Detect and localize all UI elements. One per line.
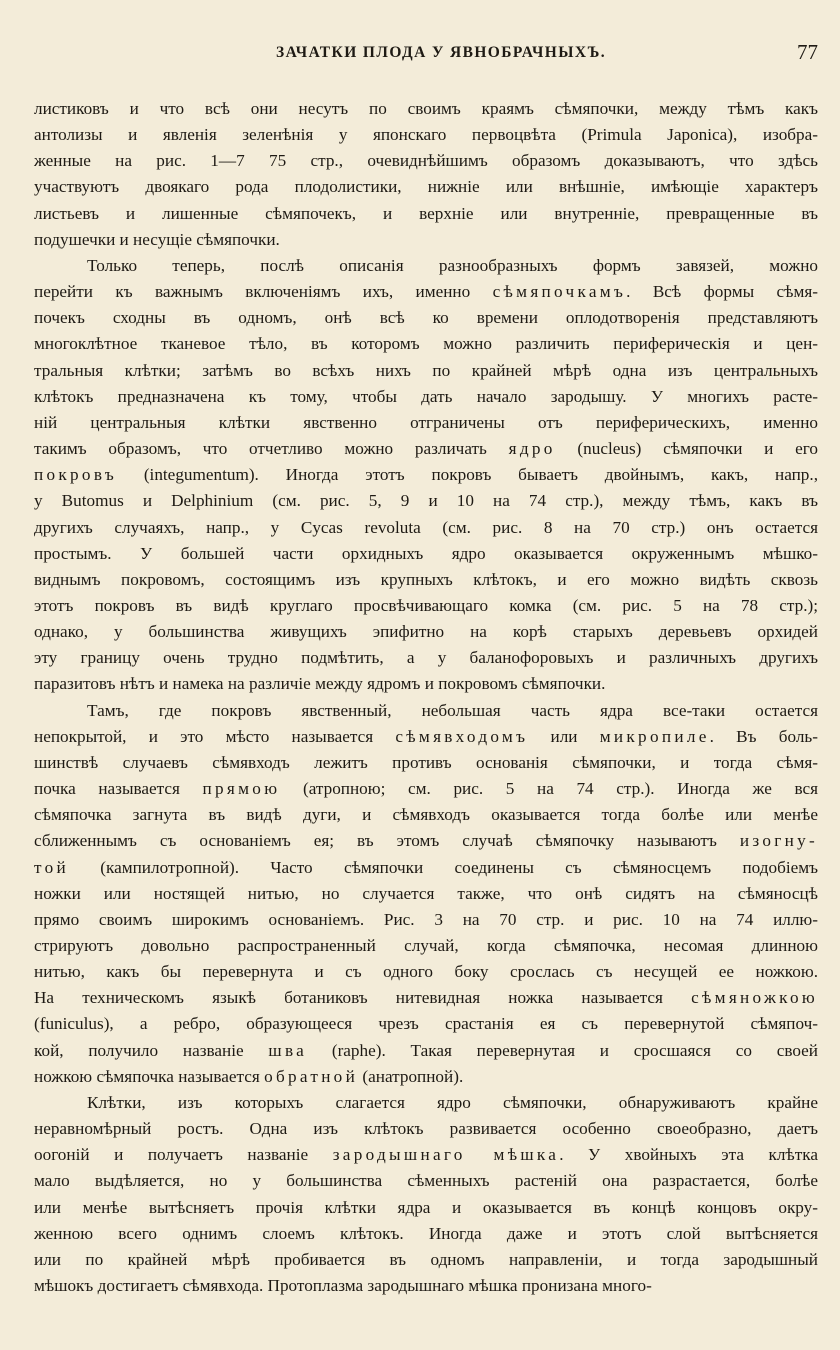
spaced-term: сѣмяножкою <box>691 988 818 1008</box>
text-segment: Тамъ, где покровъ явственный, небольшая часть ядра все-таки остается <box>87 700 818 720</box>
text-line <box>34 881 818 907</box>
text-segment: ножки или ностящей нитью, но случается также, что онѣ сидятъ на сѣмяносцѣ <box>34 883 818 903</box>
text-segment: однако, у большинства живущихъ эпифитно на корѣ старыхъ деревьевъ орхидей <box>34 622 818 642</box>
text-line <box>34 305 818 331</box>
text-segment: перейти къ важнымъ включеніямъ ихъ, именно <box>34 282 493 302</box>
text-segment: у Butomus и Delphinium (см. рис. 5, 9 и 10 на 74 стр.), между тѣмъ, какъ въ <box>34 491 818 511</box>
text-line <box>34 750 818 776</box>
text-segment: . Всѣ формы сѣмя- <box>626 282 818 302</box>
text-line <box>34 462 818 488</box>
text-segment: почекъ сходны въ одномъ, онѣ всѣ ко времени оплодотворенія представляютъ <box>34 308 818 328</box>
text-line <box>34 253 818 279</box>
text-segment: стрируютъ довольно распространенный случай, когда сѣмяпочка, несомая длинною <box>34 936 818 955</box>
text-line <box>34 776 818 802</box>
page-number: 77 <box>797 40 818 64</box>
text-segment: сближеннымъ съ основаніемъ ея; въ этомъ случаѣ сѣмяпочку называютъ <box>34 831 740 851</box>
text-line <box>34 515 818 541</box>
text-line <box>34 201 818 227</box>
text-line <box>34 436 818 462</box>
spaced-term: микропиле <box>599 726 710 746</box>
text-segment: (integumentum). Иногда этотъ покровъ бываетъ двойнымъ, какъ, напр., <box>117 465 818 485</box>
text-segment: прямо своимъ широкимъ основаніемъ. Рис. 3 на 70 стр. и рис. 10 на 74 иллю- <box>34 909 818 929</box>
text-line <box>34 698 818 724</box>
text-segment: женною всего однимъ слоемъ клѣтокъ. Иногда даже и этотъ слой вытѣсняется <box>34 1223 818 1243</box>
text-segment: (кампилотропной). Часто сѣмяпочки соединены съ сѣмяносцемъ подобіемъ <box>68 857 818 877</box>
text-line <box>34 1168 818 1194</box>
text-line <box>34 1064 818 1090</box>
text-segment: неравномѣрный ростъ. Одна изъ клѣтокъ развивается особенно своеобразно, даетъ <box>34 1119 818 1139</box>
text-segment: (анатропной). <box>358 1066 464 1086</box>
text-segment: листьевъ и лишенные сѣмяпочекъ, и верхніе или внутренніе, превращенные въ <box>34 203 818 223</box>
text-segment: почка называется <box>34 779 203 799</box>
text-line <box>34 384 818 410</box>
text-line <box>34 358 818 384</box>
text-segment: непокрытой, и это мѣсто называется <box>34 726 396 746</box>
text-segment: сѣмяпочка загнута въ видѣ дуги, и сѣмявходъ оказывается тогда болѣе или менѣе <box>34 805 818 825</box>
text-segment: этотъ покровъ въ видѣ круглаго просвѣчивающаго комка (см. рис. 5 на 78 стр.); <box>34 595 818 615</box>
text-segment: простымъ. У большей части орхидныхъ ядро оказывается окруженнымъ мѣшко- <box>34 543 818 563</box>
text-line <box>34 985 818 1011</box>
text-segment: Только теперь, послѣ описанія разнообразныхъ формъ завязей, можно <box>87 255 818 275</box>
spaced-term: изогну- <box>739 831 818 851</box>
text-segment: мало выдѣляется, но у большинства сѣменныхъ растеній она разрастается, болѣе <box>34 1171 818 1191</box>
text-line <box>34 331 818 357</box>
text-line <box>34 619 818 645</box>
text-line <box>34 1011 818 1037</box>
text-line <box>34 1247 818 1273</box>
running-title: ЗАЧАТКИ ПЛОДА У ЯВНОБРАЧНЫХЪ. <box>275 44 606 61</box>
spaced-term: ядро <box>508 439 556 459</box>
text-segment: подушечки и несущіе сѣмяпочки. <box>34 229 280 249</box>
text-line <box>34 541 818 567</box>
text-segment: женные на рис. 1—7 75 стр., очевиднѣйшимъ образомъ доказываютъ, что здѣсь <box>34 151 818 171</box>
text-segment: другихъ случаяхъ, напр., у Cycas revoluta (см. рис. 8 на 70 стр.) онъ остается <box>34 517 818 537</box>
text-line <box>34 122 818 148</box>
text-segment: На техническомъ языкѣ ботаниковъ нитевидная ножка называется <box>34 988 692 1008</box>
text-line <box>34 828 818 854</box>
text-segment: эту границу очень трудно подмѣтить, а у баланофоровыхъ и различныхъ другихъ <box>34 648 818 668</box>
text-segment: мѣшокъ достигаетъ сѣмявхода. Протоплазма зародышнаго мѣшка пронизана много- <box>34 1276 652 1296</box>
spaced-term: покровъ <box>34 465 118 485</box>
page-header <box>34 40 818 68</box>
text-segment: нитью, какъ бы перевернута и съ одного боку срослась съ несущей ее ножкою. <box>34 962 818 982</box>
text-segment: ножкою сѣмяпочка называется <box>34 1066 265 1086</box>
text-segment: шинствѣ случаевъ сѣмявходъ лежитъ противъ основанія сѣмяпочки, и тогда сѣмя- <box>34 752 818 772</box>
text-line <box>34 1116 818 1142</box>
text-segment: кой, получило названіе <box>34 1040 269 1060</box>
text-segment: или <box>528 726 600 746</box>
text-line <box>34 593 818 619</box>
text-line <box>34 410 818 436</box>
text-segment: такимъ образомъ, что отчетливо можно различать <box>34 439 509 459</box>
text-line <box>34 488 818 514</box>
text-segment: Клѣтки, изъ которыхъ слагается ядро сѣмяпочки, обнаруживаютъ крайне <box>87 1092 818 1112</box>
spaced-term: сѣмяпочкамъ <box>492 282 627 302</box>
text-segment: листиковъ и что всѣ они несутъ по своимъ краямъ сѣмяпочки, между тѣмъ какъ <box>34 99 818 118</box>
text-segment: виднымъ покровомъ, состоящимъ изъ крупныхъ клѣтокъ, и его можно видѣть сквозь <box>34 569 818 589</box>
text-line <box>34 174 818 200</box>
text-line <box>34 567 818 593</box>
text-line <box>34 227 818 253</box>
text-line <box>34 907 818 933</box>
text-segment: (атропною; см. рис. 5 на 74 стр.). Иногда же вся <box>280 779 818 799</box>
text-segment: участвуютъ двоякаго рода плодолистики, нижніе или внѣшніе, имѣющіе характеръ <box>34 177 818 197</box>
spaced-term: обратной <box>264 1066 359 1086</box>
text-line <box>34 671 818 697</box>
text-line <box>34 645 818 671</box>
body-text <box>34 96 818 1299</box>
text-segment: тральныя клѣтки; затѣмъ во всѣхъ нихъ по крайней мѣрѣ одна изъ центральныхъ <box>34 360 818 380</box>
spaced-term: прямою <box>202 779 281 799</box>
text-segment: клѣтокъ предназначена къ тому, чтобы дать начало зародышу. У многихъ расте- <box>34 386 818 406</box>
text-segment: многоклѣтное тканевое тѣло, въ которомъ можно различить периферическія и цен- <box>34 334 818 354</box>
text-line <box>34 1195 818 1221</box>
text-line <box>34 1273 818 1299</box>
text-line <box>34 724 818 750</box>
text-line <box>34 855 818 881</box>
text-line <box>34 802 818 828</box>
text-line <box>34 1090 818 1116</box>
text-segment: (funiculus), а ребро, образующееся чрезъ срастанія ея съ перевернутой сѣмяпоч- <box>34 1014 818 1034</box>
spaced-term: сѣмявходомъ <box>395 726 529 746</box>
spaced-term: той <box>34 857 69 877</box>
text-line <box>34 959 818 985</box>
spaced-term: зародышнаго мѣшка <box>332 1145 560 1165</box>
text-line <box>34 1221 818 1247</box>
text-segment: . Въ боль- <box>709 726 818 746</box>
text-segment: или по крайней мѣрѣ пробивается въ одномъ направленіи, и тогда зародышный <box>34 1249 818 1269</box>
text-line <box>34 933 818 959</box>
text-line <box>34 1038 818 1064</box>
text-line <box>34 1142 818 1168</box>
text-segment: (nucleus) сѣмяпочки и его <box>555 439 818 459</box>
text-segment: (raphe). Такая перевернутая и сросшаяся со своей <box>307 1040 818 1060</box>
text-segment: антолизы и явленія зеленѣнія у японскаго первоцвѣта (Primula Japonica), изобра- <box>34 125 818 145</box>
text-line <box>34 148 818 174</box>
text-segment: паразитовъ нѣтъ и намека на различіе между ядромъ и покровомъ сѣмяпочки. <box>34 674 606 694</box>
text-segment: . У хвойныхъ эта клѣтка <box>559 1145 818 1165</box>
text-line <box>34 279 818 305</box>
text-segment: ній центральныя клѣтки явственно отграничены отъ периферическихъ, именно <box>34 412 818 432</box>
text-segment: оогоній и получаетъ названіе <box>34 1145 333 1165</box>
spaced-term: шва <box>268 1040 308 1060</box>
text-line <box>34 96 818 122</box>
text-segment: или менѣе вытѣсняетъ прочія клѣтки ядра и оказывается въ концѣ концовъ окру- <box>34 1197 818 1217</box>
